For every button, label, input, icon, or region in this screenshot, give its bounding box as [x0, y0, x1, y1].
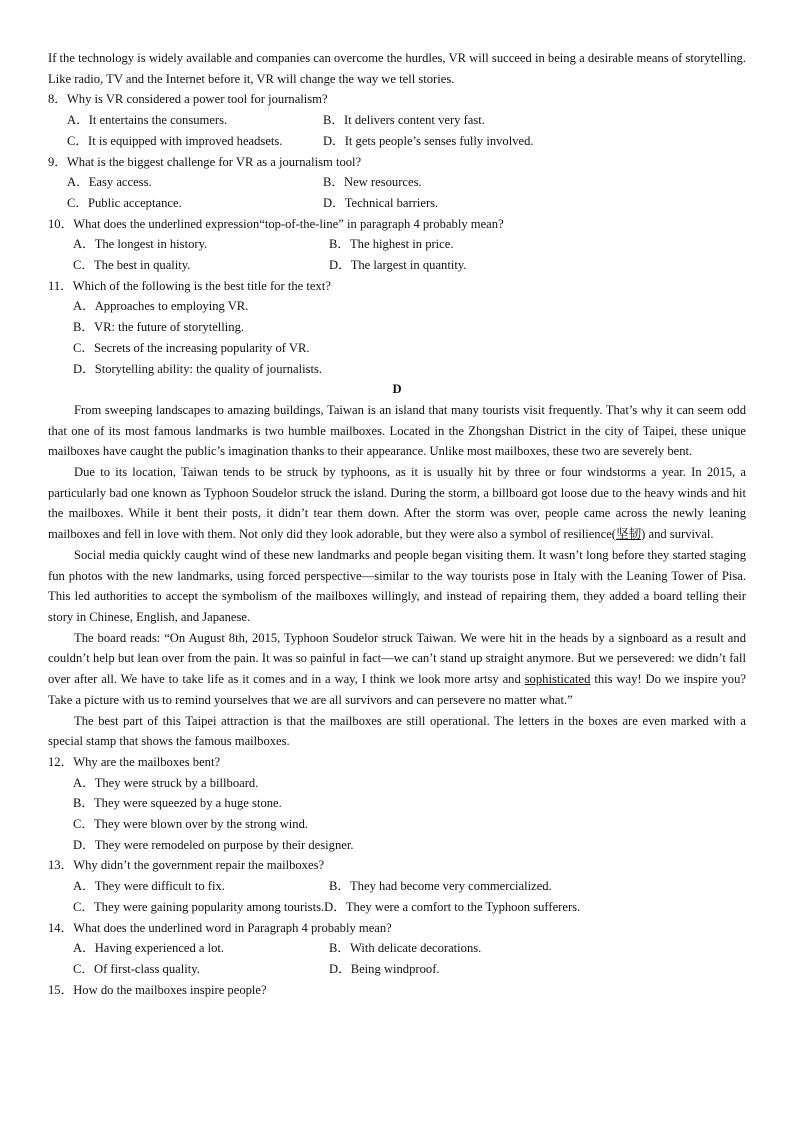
option-a[interactable]: A．They were difficult to fix. [73, 879, 225, 894]
option-a[interactable]: A．Having experienced a lot. [73, 941, 225, 956]
question-9-stem: 9．What is the biggest challenge for VR as a journalism tool? [48, 154, 362, 169]
option-b[interactable]: B．They were squeezed by a huge stone. [73, 796, 282, 811]
option-c[interactable]: C．They were blown over by the strong wind. [73, 817, 309, 832]
option-c[interactable]: C．Public acceptance. [67, 195, 182, 210]
passage-d-paragraph-5: The best part of this Taipei attraction is that the mailboxes are still operational. The letters in the boxes are even marked with a special stamp that shows the famous mailboxes. [48, 713, 746, 749]
exam-page [48, 48, 746, 1000]
option-c[interactable]: C．Of first-class quality. [73, 961, 200, 976]
question-12-stem: 12．Why are the mailboxes bent? [48, 754, 221, 769]
option-a[interactable]: A．They were struck by a billboard. [73, 775, 259, 790]
option-a[interactable]: A．The longest in history. [73, 237, 208, 252]
option-d[interactable]: D．It gets people’s senses fully involved. [323, 133, 534, 148]
option-b[interactable]: B．VR: the future of storytelling. [73, 320, 245, 335]
option-d[interactable]: D．Storytelling ability: the quality of journalists. [73, 361, 323, 376]
passage-d-paragraph-1: From sweeping landscapes to amazing buildings, Taiwan is an island that many tourists visit frequently. That’s why it can seem odd that one of its most famous landmarks is two humble mailboxes. Located in the Zhongshan District in the city of Taipei, these unique mailboxes have caught the public’s imagination thanks to their appearance. Unlike most mailboxes, these two are severely bent. [48, 402, 746, 459]
paragraph-4-text-end: this way! Do we inspire you? Take a picture with us to remind yourselves that we are all survivors and can persevere no matter what.” [48, 672, 746, 707]
underlined-chinese-gloss: 坚韧 [615, 527, 642, 542]
question-13-options-cd [48, 897, 746, 918]
option-b[interactable]: B．New resources. [323, 175, 422, 190]
question-10-stem: 10．What does the underlined expression“top-of-the-line” in paragraph 4 probably mean? [48, 216, 504, 231]
question-8-options [48, 110, 746, 151]
passage-d-paragraph-2 [48, 462, 746, 545]
option-c[interactable]: C．Secrets of the increasing popularity of VR. [73, 340, 310, 355]
question-13-options [48, 876, 746, 897]
intro-paragraph: If the technology is widely available and companies can overcome the hurdles, VR will succeed in being a desirable means of storytelling. Like radio, TV and the Internet before it, VR will change the way we tell stories. [48, 51, 746, 86]
section-d-heading: D [392, 382, 402, 397]
passage-d-paragraph-3: Social media quickly caught wind of these new landmarks and people began visiting them. It wasn’t long before they started staging fun photos with the new landmarks, using forced perspective—similar to the way tourists pose in Italy with the Leaning Tower of Pisa. This led authorities to accept the symbolism of the mailboxes willingly, and instead of repairing them, they added a board telling their story in Chinese, English, and Japanese. [48, 547, 746, 624]
question-9-options [48, 172, 746, 213]
paragraph-2-text-end: ) and survival. [641, 527, 714, 542]
option-b[interactable]: B．They had become very commercialized. [329, 879, 552, 894]
question-8-stem: 8．Why is VR considered a power tool for journalism? [48, 92, 328, 107]
option-d[interactable]: D．The largest in quantity. [329, 258, 467, 273]
passage-d-paragraph-4 [48, 628, 746, 711]
question-14-stem: 14．What does the underlined word in Paragraph 4 probably mean? [48, 920, 392, 935]
option-d[interactable]: D．Being windproof. [329, 961, 440, 976]
option-a[interactable]: A．It entertains the consumers. [67, 113, 228, 128]
question-13-stem: 13．Why didn’t the government repair the mailboxes? [48, 858, 325, 873]
option-b[interactable]: B．With delicate decorations. [329, 941, 482, 956]
underlined-word-sophisticated: sophisticated [524, 672, 591, 687]
option-c[interactable]: C．They were gaining popularity among tourists. [73, 899, 325, 914]
option-d[interactable]: D．They were a comfort to the Typhoon sufferers. [324, 899, 581, 914]
question-15-stem: 15．How do the mailboxes inspire people? [48, 982, 267, 997]
question-11-stem: 11．Which of the following is the best title for the text? [48, 278, 331, 293]
option-c[interactable]: C．The best in quality. [73, 258, 191, 273]
question-14-options [48, 938, 746, 979]
option-b[interactable]: B．It delivers content very fast. [323, 113, 485, 128]
option-b[interactable]: B．The highest in price. [329, 237, 454, 252]
option-a[interactable]: A．Easy access. [67, 175, 152, 190]
paragraph-4-text-start: The board reads: “On August 8th, 2015, Typhoon Soudelor struck Taiwan. We were hit in the heads by a signboard as a result and couldn’t help but lean over from the pain. It was so painful in fact—we can’t stand up straight anymore. But we persevered: we didn’t fall over after all. We have to take life as it comes and in a way, I think we look more artsy and [48, 630, 746, 687]
option-d[interactable]: D．They were remodeled on purpose by their designer. [73, 837, 354, 852]
question-10-options [48, 234, 746, 275]
option-d[interactable]: D．Technical barriers. [323, 195, 439, 210]
option-a[interactable]: A．Approaches to employing VR. [73, 299, 249, 314]
option-c[interactable]: C．It is equipped with improved headsets. [67, 133, 283, 148]
paragraph-2-text-start: Due to its location, Taiwan tends to be struck by typhoons, as it is usually hit by three or four windstorms a year. In 2015, a particularly bad one known as Typhoon Soudelor struck the island. During the storm, a billboard got loose due to the heavy winds and hit the mailboxes. While it bent their posts, it didn’t tear them down. After the storm was over, people came across the newly leaning mailboxes and fell in love with them. Not only did they look adorable, but they were also a symbol of resilience( [48, 465, 746, 542]
